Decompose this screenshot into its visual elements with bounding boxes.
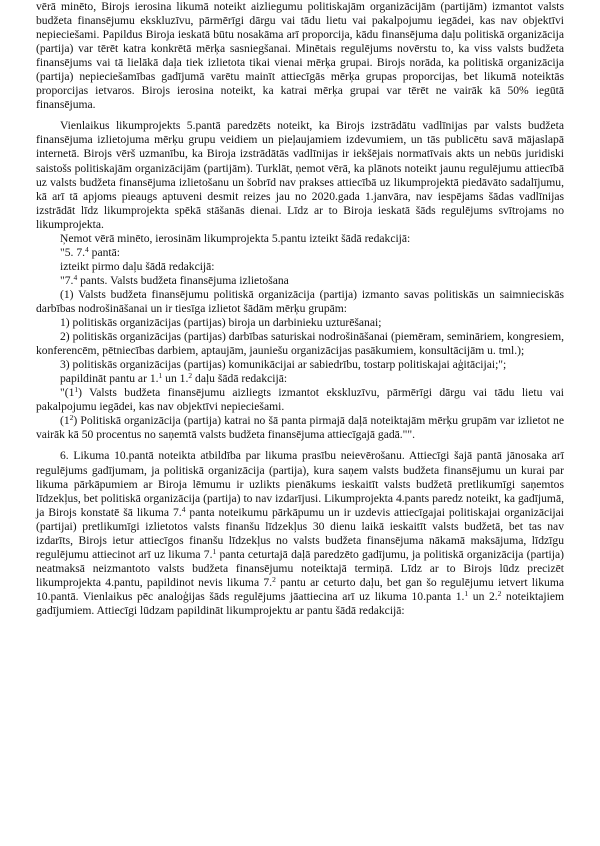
paragraph-4: "5. 7.$^4$ pantā:	[60, 244, 121, 259]
paragraph-7: (1) Valsts budžeta finansējumu politiskā organizācija (partija) izmanto savas politiskās un saimnieciskās darbības nodrošināšanai un ir tiesīga izlietot šādām mērķu grupām:	[36, 287, 564, 315]
paragraph-12: "$(1^1)$ Valsts budžeta finansējumu aizliegts izmantot ekskluzīvu, pārmērīgi dārgu vai tādu lietu vai pakalpojumu iegādei, kas nav objektīvi nepieciešami.	[36, 385, 564, 414]
paragraph-9: 2) politiskās organizācijas (partijas) darbības saturiskai nodrošināšanai (piemēram, semināriem, kongresiem, konferencēm, pētniecības darbiem, aptaujām, jauniešu organizācijas pasākumiem, konsultācijām u. tml.);	[36, 330, 564, 358]
paragraph-6: "7.$^4$ pants. Valsts budžeta finansējuma izlietošana	[60, 272, 289, 287]
paragraph-1: vērā minēto, Birojs ierosina likumā noteikt aizliegumu politiskajām organizācijām (partijām) izmantot valsts budžeta finansējumu ekskluzīvu, pārmērīgi dārgu vai tādu lietu vai pakalpojumu iegādei, kas nav objektīvi nepieciešami. Papildus Biroja ieskatā būtu nosakāma arī proporcija, kādu finansējuma daļu politiskā organizācija (partija) var tērēt katra konkrētā mērķa sasniegšanai. Minētais regulējums novērstu to, ka viss valsts budžeta finansējums vai tā lielākā daļa tiek izlietota tikai vienai mērķa grupai. Birojs norāda, ka politiskā organizācija (partija) nepieciešamības gadījumā varētu mainīt attiecīgās mērķa grupas proporcijas, bet likumā noteiktās proporcijas ietvaros. Birojs ierosina noteikt, ka katrai mērķa grupai var tērēt ne vairāk kā 50% iegūtā finansējuma.	[36, 0, 564, 112]
paragraph-11: papildināt pantu ar 1.$^1$ un 1.$^2$ daļu šādā redakcijā:	[60, 371, 288, 386]
paragraph-2: Vienlaikus likumprojekts 5.pantā paredzēts noteikt, ka Birojs izstrādātu vadlīnijas par valsts budžeta finansējuma izlietojuma mērķu grupu veidiem un pieļaujamiem izdevumiem, un tās publicētu savā mājaslapā internetā. Birojs vērš uzmanību, ka Biroja izstrādātās vadlīnijas ir iekšējais normatīvais akts un nebūs juridiski saistošs politiskajām organizācijām (partijām). Turklāt, ņemot vērā, ka plānots noteikt jaunu regulējumu attiecībā uz valsts budžeta finansējuma izlietošanu un šobrīd nav prakses attiecībā uz likumprojektā piedāvāto sadalījumu, kā arī tā apjoms pieaugs aptuveni desmit reizes jau no 2020.gada 1.janvāra, nav iespējams šādas vadlīnijas izstrādāt līdz likumprojekta spēkā stāšanās dienai. Līdz ar to Biroja ieskatā šāds regulējums svītrojams no likumprojekta.	[36, 119, 564, 231]
paragraph-14: 6. Likuma 10.pantā noteikta atbildība par likuma prasību neievērošanu. Attiecīgi šajā pantā jānosaka arī regulējums gadījumam, ja politiskā organizācija (partija), kura saņem valsts budžeta finansējumu un kurai par likuma pārkāpumiem ar Biroja lēmumu ir uzlikts pienākums ieskaitīt valsts budžetā pretlikumīgi saņemtos līdzekļus, bet politiskā organizācija (partija) to nav izdarījusi. Likumprojekta 4.pants paredz noteikt, ka gadījumā, ja Birojs konstatē šā likuma 7.$^4$ panta noteikumu pārkāpumu un ir uzdevis attiecīgajai politiskajai organizācijai (partijai) pretlikumīgi izlietotos valsts finanšu līdzekļus 30 dienu laikā ieskaitīt valsts budžetā, bet tas nav izdarīts, Birojs ietur attiecīgos finanšu līdzekļus no valsts budžeta finansējuma nākamā maksājuma, līdzīgu regulējumu attiecinot arī uz likuma 7.$^1$ panta ceturtajā daļā paredzēto gadījumu, ja politiskā organizācija (partija) neatmaksā neizmantoto valsts budžeta finansējumu noteiktajā termiņā. Līdz ar to Birojs lūdz precizēt likumprojekta 4.pantu, papildinot nevis likuma 7.$^2$ pantu ar ceturto daļu, bet gan šo regulējumu ietvert likuma 10.pantā. Vienlaikus pēc analoģijas šāds regulējums jāattiecina arī uz likuma 10.panta 1.$^1$ un 2.$^2$ noteiktajiem gadījumiem. Attiecīgi lūdzam papildināt likumprojektu ar pantu šādā redakcijā:	[36, 449, 565, 617]
paragraph-5: izteikt pirmo daļu šādā redakcijā:	[60, 259, 215, 273]
paragraph-10: 3) politiskās organizācijas (partijas) komunikācijai ar sabiedrību, tostarp politiskajai aģitācijai;";	[60, 358, 507, 372]
document-page	[36, 0, 564, 846]
paragraph-13: $(1^2)$ Politiskā organizācija (partija) katrai no šā panta pirmajā daļā noteiktajām mērķu grupām var izlietot ne vairāk kā 50 procentus no saņemtā valsts budžeta finansējuma attiecīgajā gadā."".	[36, 413, 564, 442]
paragraph-8: 1) politiskās organizācijas (partijas) biroja un darbinieku uzturēšanai;	[60, 316, 382, 330]
paragraph-3: Ņemot vērā minēto, ierosinām likumprojekta 5.pantu izteikt šādā redakcijā:	[60, 231, 411, 245]
